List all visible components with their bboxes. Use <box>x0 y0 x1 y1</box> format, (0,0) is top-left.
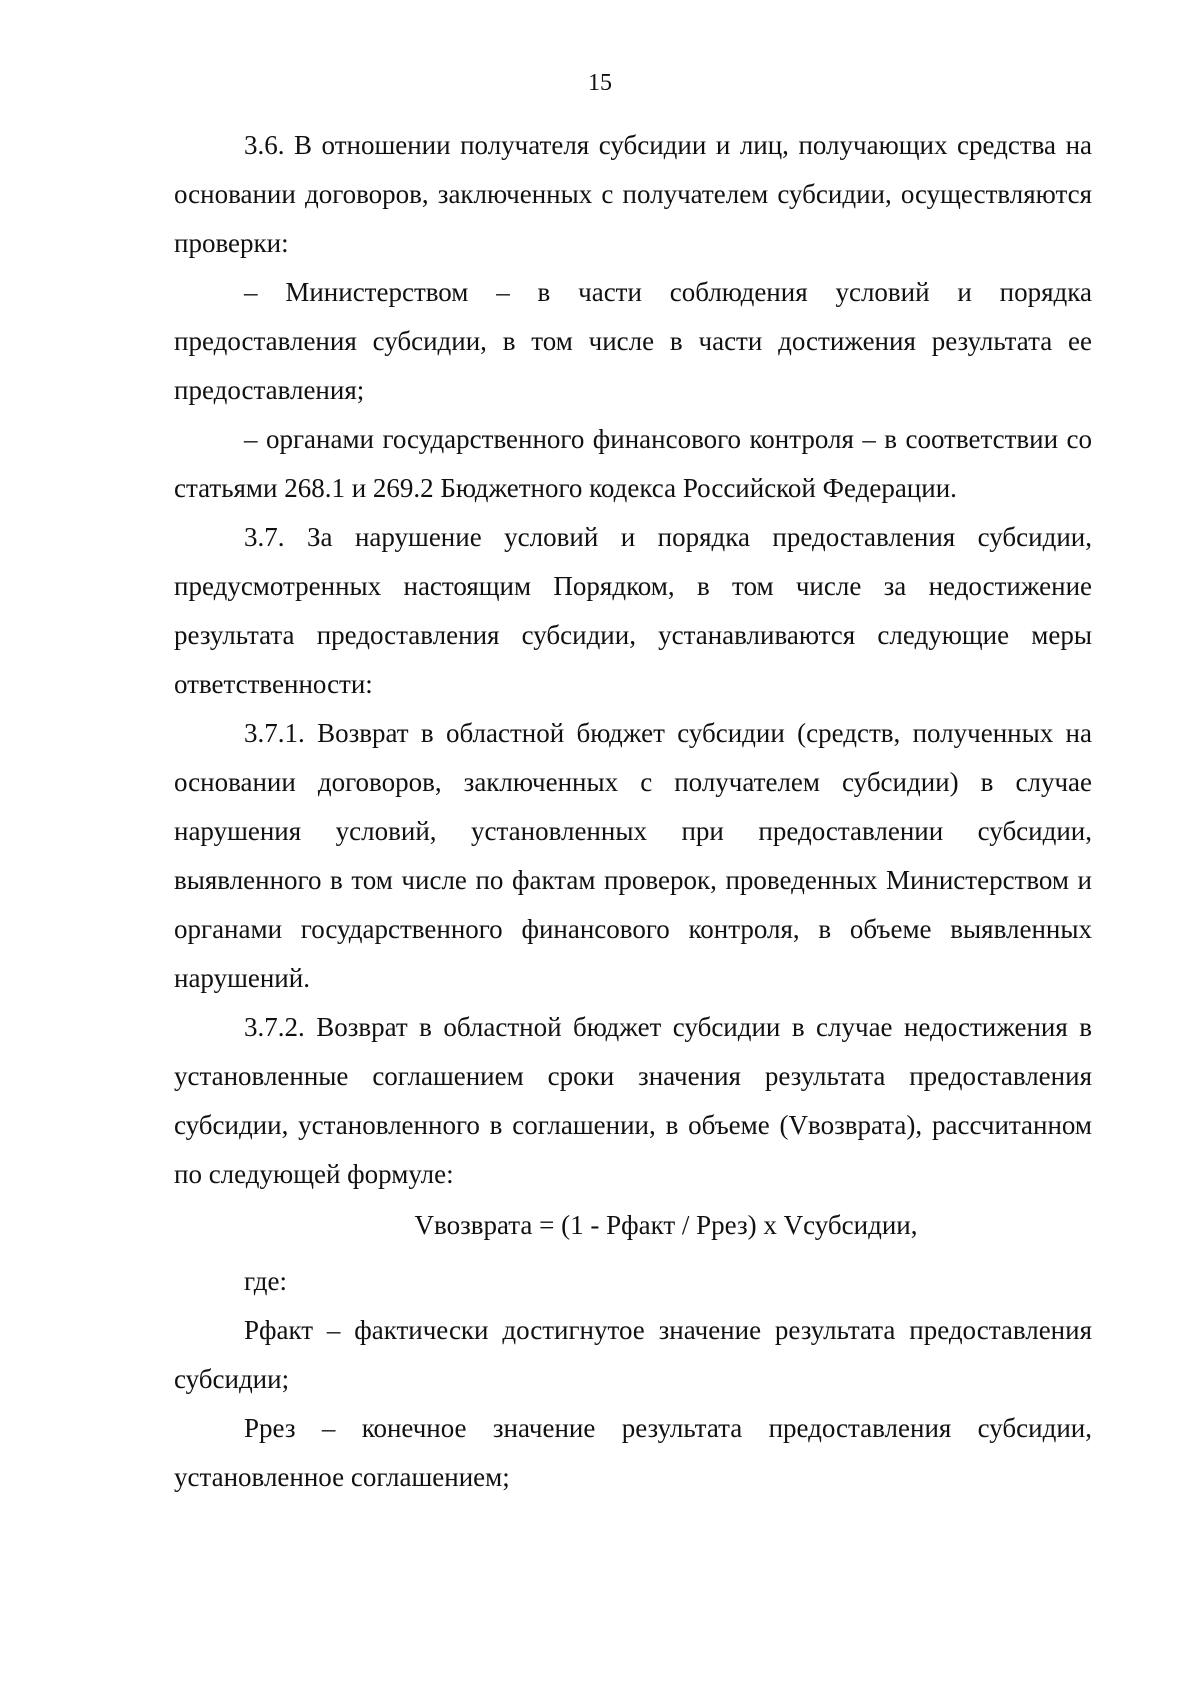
paragraph-3-7: 3.7. За нарушение условий и порядка предоставления субсидии, предусмотренных настоящим Порядком, в том числе за недостижение результата предоставления субсидии, устанавливаются следующие меры ответственности: <box>174 522 1092 699</box>
paragraph-3-6: 3.6. В отношении получателя субсидии и лиц, получающих средства на основании договоров, заключенных с получателем субсидии, осуществляются проверки: <box>174 130 1092 258</box>
document-body <box>174 121 1092 1502</box>
where-label: где: <box>244 1266 287 1296</box>
refund-formula: Vвозврата = (1 - Рфакт / Рpез) х Vсубсидии, <box>414 1210 918 1240</box>
definition-r-fact: Рфакт – фактически достигнутое значение результата предоставления субсидии; <box>174 1315 1092 1394</box>
paragraph-3-7-2: 3.7.2. Возврат в областной бюджет субсидии в случае недостижения в установленные соглашением сроки значения результата предоставления субсидии, установленного в соглашении, в объеме (Vвозврата), рассчитанном по следующей формуле: <box>174 1012 1092 1189</box>
page-number: 15 <box>588 70 612 96</box>
paragraph-3-6-ministry: – Министерством – в части соблюдения условий и порядка предоставления субсидии, в том числе в части достижения результата ее предоставления; <box>174 277 1092 405</box>
definition-r-rez: Рpез – конечное значение результата предоставления субсидии, установленное соглашением; <box>174 1413 1092 1492</box>
paragraph-3-7-1: 3.7.1. Возврат в областной бюджет субсидии (средств, полученных на основании договоров, заключенных с получателем субсидии) в случае нарушения условий, установленных при предоставлении субсидии, выявленного в том числе по фактам проверок, проведенных Министерством и органами государственного финансового контроля, в объеме выявленных нарушений. <box>174 718 1092 993</box>
paragraph-3-6-control-bodies: – органами государственного финансового контроля – в соответствии со статьями 268.1 и 269.2 Бюджетного кодекса Российской Федерации. <box>174 424 1092 503</box>
